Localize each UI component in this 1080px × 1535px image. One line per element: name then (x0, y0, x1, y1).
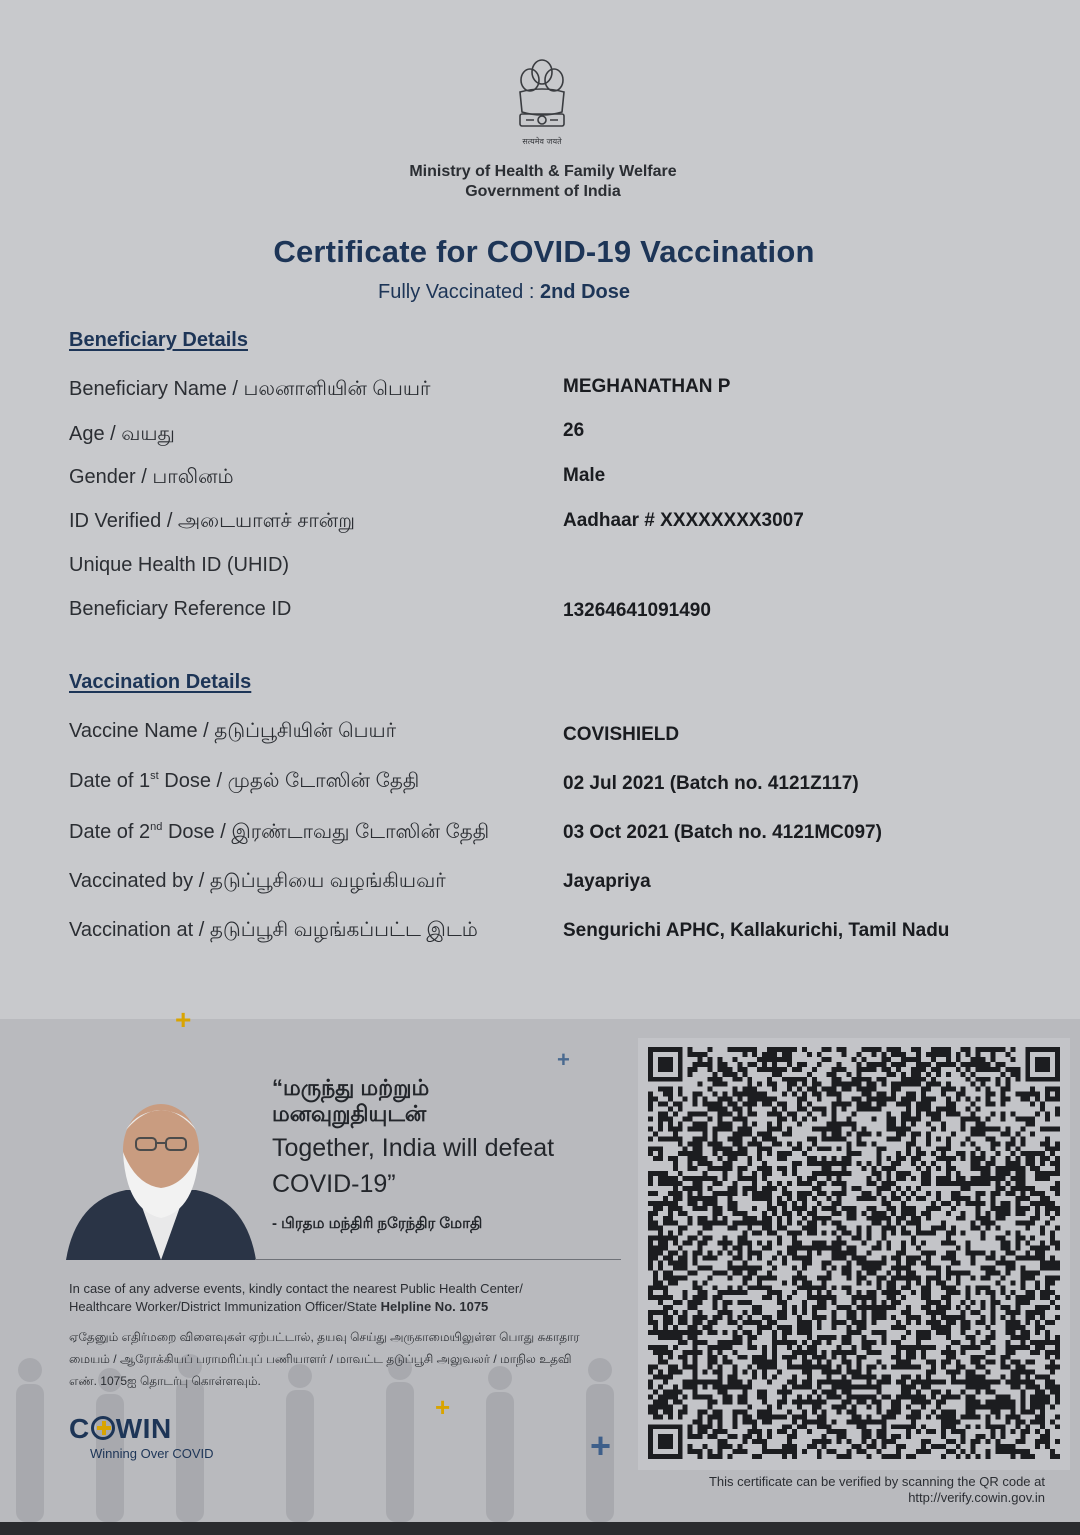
decor-plus-icon: + (557, 1047, 570, 1072)
decor-plus-icon: + (175, 1004, 192, 1035)
reference-id-label: Beneficiary Reference ID (69, 598, 292, 620)
age-label: Age / வயது (69, 423, 175, 445)
cowin-plus-icon (91, 1416, 115, 1440)
vaccine-name-label: Vaccine Name / தடுப்பூசியின் பெயர் (69, 720, 397, 742)
footer-bar (0, 1522, 1080, 1535)
ministry-name: Ministry of Health & Family Welfare (409, 163, 677, 180)
first-dose-value: 02 Jul 2021 (Batch no. 4121Z117) (563, 773, 859, 794)
quote-tamil: “மருந்து மற்றும் மனவுறுதியுடன் (272, 1075, 430, 1126)
national-emblem-icon (506, 52, 578, 148)
id-verified-value: Aadhaar # XXXXXXXX3007 (563, 510, 804, 531)
id-verified-label: ID Verified / அடையாளச் சான்று (69, 510, 355, 532)
age-value: 26 (563, 420, 585, 441)
prime-minister-portrait (66, 1090, 256, 1260)
status-dose: 2nd Dose (539, 281, 630, 303)
helpline-number: Helpline No. 1075 (380, 1299, 489, 1314)
verify-note-line1: This certificate can be verified by scanning the QR code at (708, 1474, 1045, 1489)
first-dose-label-post: Dose / முதல் டோஸின் தேதி (158, 770, 420, 792)
adverse-events-text: In case of any adverse events, kindly contact the nearest Public Health Center/ Healthcare Worker/District Immunization Officer/State (69, 1281, 523, 1314)
svg-text:सत्यमेव जयते: सत्यमेव जयते (522, 137, 562, 146)
second-dose-label-sup: nd (150, 821, 163, 833)
first-dose-label (69, 770, 419, 795)
quote-english: Together, India will defeat COVID-19” (272, 1134, 555, 1198)
vaccine-name-value: COVISHIELD (563, 724, 680, 745)
decor-plus-icon: + (590, 1425, 612, 1466)
gender-value: Male (563, 465, 606, 486)
vaccination-status (0, 281, 1008, 304)
status-prefix: Fully Vaccinated : (378, 281, 540, 303)
gender-label: Gender / பாலினம் (69, 466, 234, 488)
certificate-title: Certificate for COVID-19 Vaccination (273, 234, 815, 269)
beneficiary-name-label: Beneficiary Name / பலனாளியின் பெயர் (69, 378, 431, 400)
adverse-events-english (69, 1280, 589, 1316)
second-dose-label (69, 821, 489, 846)
cowin-logo-rest: WIN (115, 1413, 172, 1444)
beneficiary-name-value: MEGHANATHAN P (563, 376, 731, 397)
cowin-logo (69, 1413, 172, 1445)
first-dose-label-pre: Date of 1 (69, 770, 151, 792)
vaccination-details-heading: Vaccination Details (69, 671, 252, 693)
verify-url[interactable]: http://verify.cowin.gov.in (908, 1490, 1045, 1505)
vaccination-at-label: Vaccination at / தடுப்பூசி வழங்கப்பட்ட இடம் (69, 919, 478, 941)
verify-note (625, 1474, 1045, 1506)
cowin-tagline: Winning Over COVID (90, 1446, 214, 1461)
vaccination-at-value: Sengurichi APHC, Kallakurichi, Tamil Nadu (563, 920, 950, 941)
vaccinated-by-label: Vaccinated by / தடுப்பூசியை வழங்கியவர் (69, 870, 446, 892)
second-dose-label-post: Dose / இரண்டாவது டோஸின் தேதி (162, 821, 490, 843)
second-dose-value: 03 Oct 2021 (Batch no. 4121MC097) (563, 822, 882, 843)
reference-id-value: 13264641091490 (563, 600, 711, 621)
second-dose-label-pre: Date of 2 (69, 821, 151, 843)
beneficiary-details-heading: Beneficiary Details (69, 329, 248, 351)
uhid-label: Unique Health ID (UHID) (69, 554, 290, 576)
verification-qr-code[interactable] (648, 1047, 1060, 1459)
cowin-logo-c: C (69, 1413, 90, 1444)
adverse-events-tamil: ஏதேனும் எதிர்மறை விளைவுகள் ஏற்பட்டால், தயவு செய்து அருகாமையிலுள்ள பொது சுகாதார மையம் / ஆரோக்கியப் பராமரிப்புப் பணியாளர் / மாவட்ட தடுப்பூசி அலுவலர் / மாநில உதவி எண். 1075ஐ தொடர்பு கொள்ளவும். (69, 1330, 580, 1388)
first-dose-label-sup: st (150, 770, 159, 782)
government-name: Government of India (465, 183, 621, 200)
decor-plus-icon: + (435, 1392, 451, 1422)
vaccinated-by-value: Jayapriya (563, 871, 651, 892)
quote-attribution: - பிரதம மந்திரி நரேந்திர மோதி (272, 1215, 483, 1232)
divider (255, 1259, 621, 1260)
